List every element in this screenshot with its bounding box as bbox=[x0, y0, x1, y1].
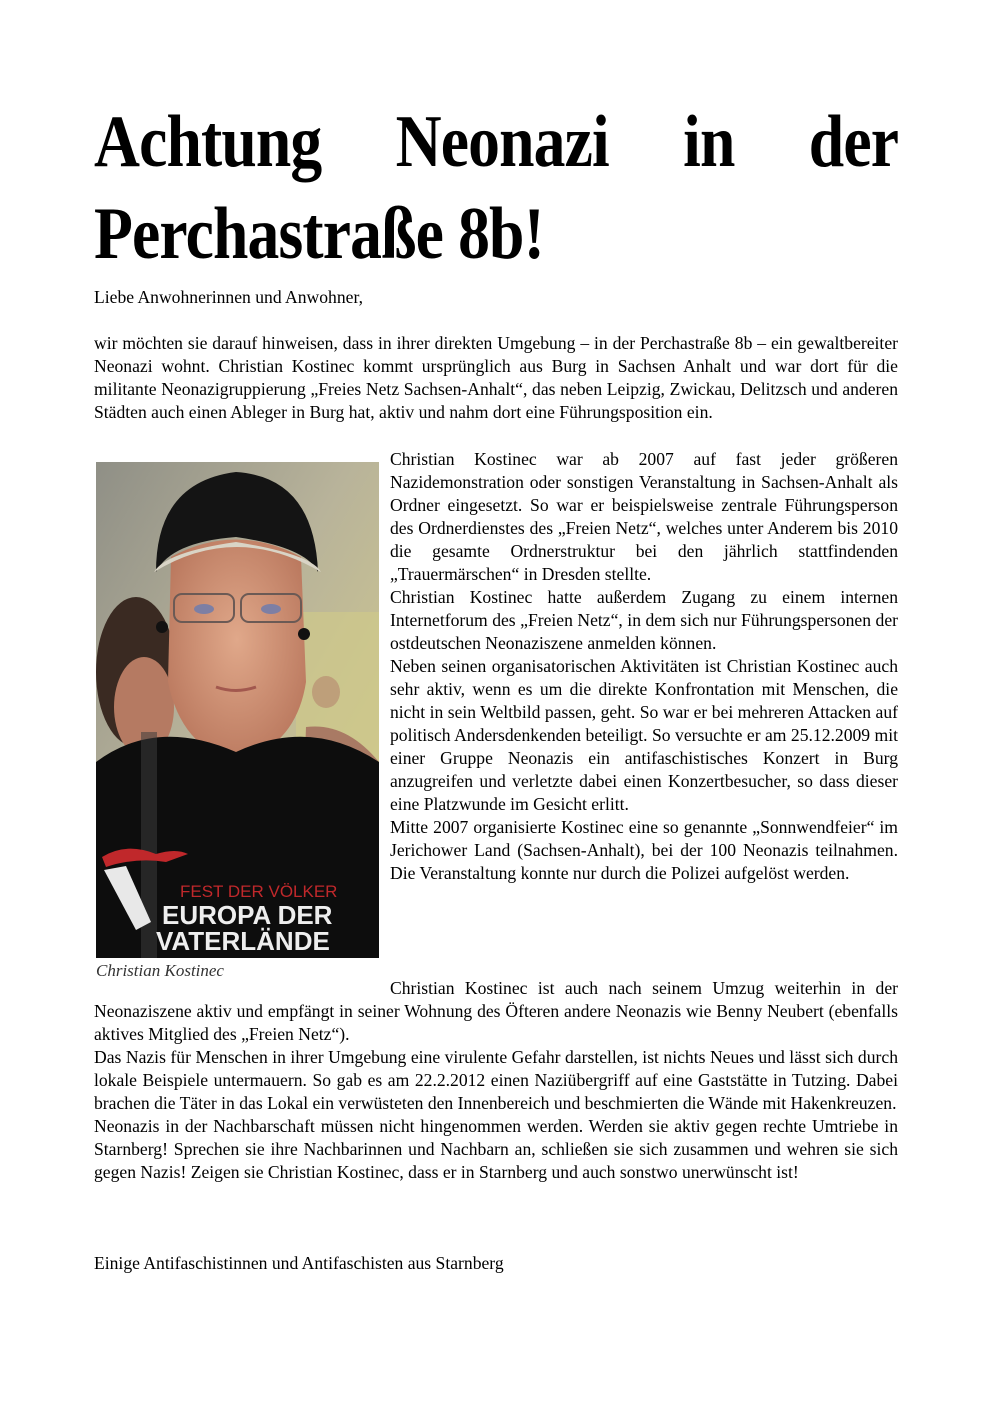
title-line-1: Achtung Neonazi in der bbox=[94, 101, 899, 183]
shirt-text-1: FEST DER VÖLKER bbox=[180, 882, 338, 901]
shirt-text-3: VATERLÄNDE bbox=[156, 926, 330, 956]
intro-paragraph: wir möchten sie darauf hinweisen, dass in ihrer direkten Umgebung – in der Perchastraße 8b – ein gewaltbereiter Neonazi wohnt. Christian Kostinec kommt ursprünglich aus Burg in Sachsen Anhalt und war dort für die militante Neonazigruppierung „Freies Netz Sachsen-Anhalt“, das neben Leipzig, Zwickau, Delitzsch und anderen Städten auch einen Ableger in Burg hat, aktiv und nahm dort eine Führungsposition ein. bbox=[94, 333, 898, 422]
greeting: Liebe Anwohnerinnen und Anwohner, bbox=[94, 287, 364, 307]
side-paragraph: Christian Kostinec war ab 2007 auf fast jeder größeren Nazidemonstration oder sonstigen Veranstaltung in Sachsen-Anhalt als Ordner eingesetzt. So war er beispielsweise zentrale Führungsperson des Ordnerdienstes des „Freien Netz“, welches unter Anderem bis 2010 die gesamte Ordnerstruktur bei den jährlich stattfindenden „Trauermärschen“ in Dresden stellte. bbox=[390, 449, 898, 584]
side-paragraph: Neben seinen organisatorischen Aktivitäten ist Christian Kostinec auch sehr aktiv, wenn es um die direkte Konfrontation mit Menschen, die nicht in sein Weltbild passen, geht. So war er bei mehreren Attacken auf politisch Andersdenkenden beteiligt. So versuchte er am 25.12.2009 mit einer Gruppe Neonazis ein antifaschistisches Konzert in Burg anzugreifen und verletzte dabei einen Konzertbesucher, so dass dieser eine Platzwunde im Gesicht erlitt. bbox=[390, 656, 898, 814]
lower-paragraph: Das Nazis für Menschen in ihrer Umgebung eine virulente Gefahr darstellen, ist nichts Neues und lässt sich durch lokale Beispiele untermauern. So gab es am 22.2.2012 einen Naziübergriff auf eine Gaststätte in Tutzing. Dabei brachen die Täter in das Lokal ein verwüsteten den Innenbereich und beschmierten die Wände mit Hakenkreuzen. bbox=[94, 1047, 898, 1113]
side-paragraph: Christian Kostinec hatte außerdem Zugang zu einem internen Internetforum des „Freien Netz“, in dem sich nur Führungspersonen der ostdeutschen Neonaziszene anmelden können. bbox=[390, 587, 898, 653]
signature: Einige Antifaschistinnen und Antifaschisten aus Starnberg bbox=[94, 1253, 504, 1273]
photo-caption: Christian Kostinec bbox=[96, 961, 224, 980]
side-column bbox=[390, 448, 898, 885]
page-title bbox=[94, 96, 899, 280]
side-paragraph: Mitte 2007 organisierte Kostinec eine so genannte „Sonnwendfeier“ im Jerichower Land (Sachsen-Anhalt), bei der 100 Neonazis teilnahmen. Die Veranstaltung konnte nur durch die Polizei aufgelöst werden. bbox=[390, 817, 898, 883]
portrait-illustration bbox=[96, 462, 379, 958]
lower-text bbox=[94, 977, 898, 1184]
portrait-photo bbox=[96, 462, 379, 958]
shirt-text-2: EUROPA DER bbox=[162, 900, 333, 930]
lower-paragraph: Neonazis in der Nachbarschaft müssen nicht hingenommen werden. Werden sie aktiv gegen rechte Umtriebe in Starnberg! Sprechen sie ihre Nachbarinnen und Nachbarn an, schließen sie sich zusammen und wehren sie sich gegen Nazis! Zeigen sie Christian Kostinec, dass er in Starnberg und auch sonstwo unerwünscht ist! bbox=[94, 1116, 898, 1182]
title-line-2: Perchastraße 8b! bbox=[94, 193, 544, 275]
lower-paragraph: Christian Kostinec ist auch nach seinem Umzug weiterhin in der Neonaziszene aktiv und empfängt in seiner Wohnung des Öfteren andere Neonazis wie Benny Neubert (ebenfalls aktives Mitglied des „Freien Netz“). bbox=[94, 978, 898, 1044]
